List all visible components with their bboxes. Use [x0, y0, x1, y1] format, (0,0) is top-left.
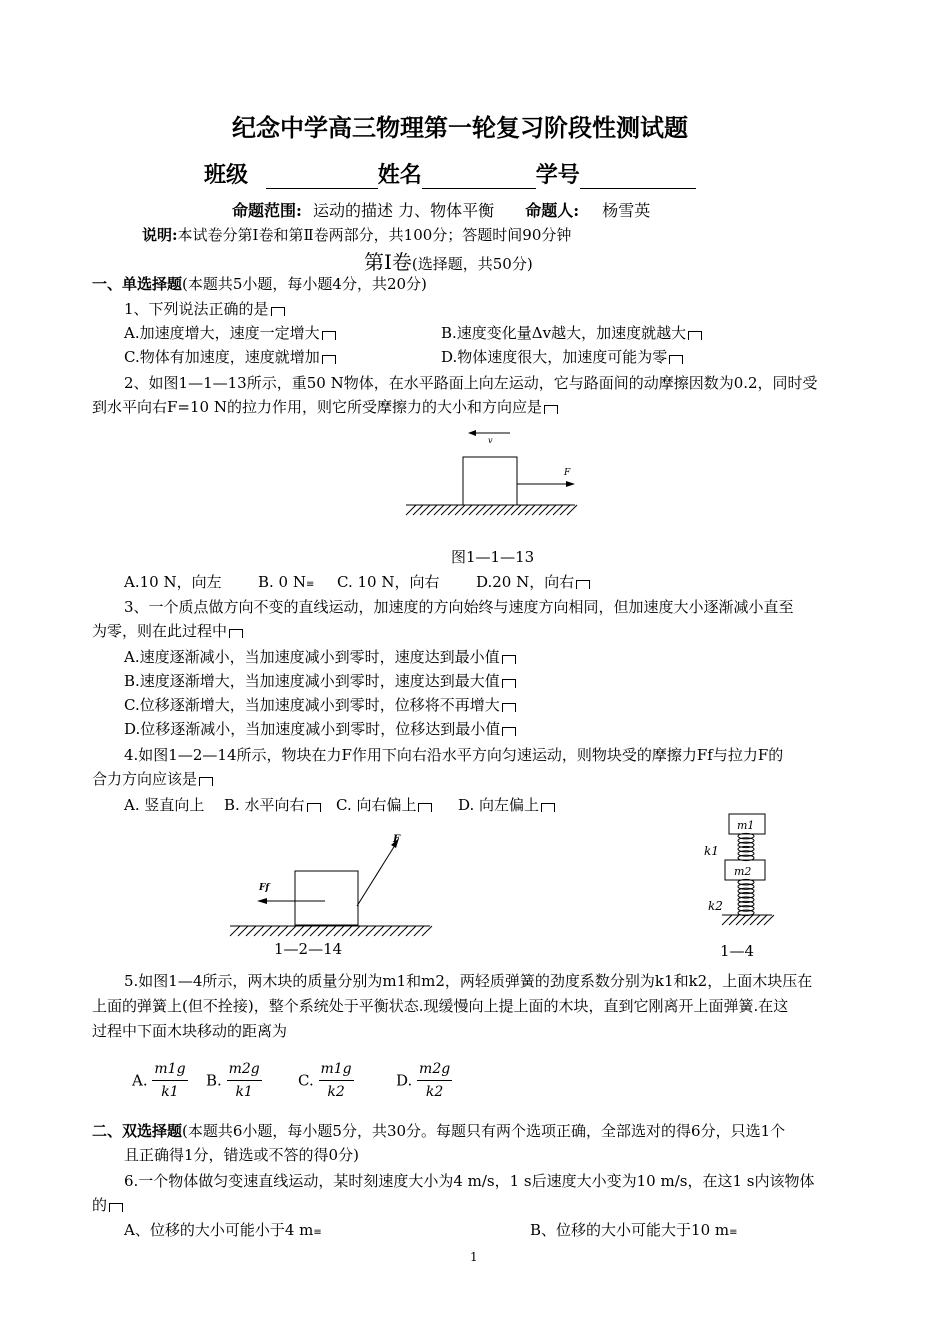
- hatch-stroke: [414, 926, 424, 936]
- hatch-stroke: [254, 926, 264, 936]
- hatch-stroke: [302, 926, 312, 936]
- q5-option-a[interactable]: A. $\frac{m1g}{k1}$: [132, 1058, 188, 1103]
- part1-subtitle: (选择题，共50分): [411, 255, 533, 273]
- q2-line1: 2、如图1—1—13所示，重50 N物体，在水平路面上向左运动，它与路面间的动摩擦因数为0.2，同时受: [124, 374, 818, 392]
- q2-option-a[interactable]: A.10 N，向左: [124, 573, 222, 591]
- q3-option-a[interactable]: A.速度逐渐减小，当加速度减小到零时，速度达到最小值: [124, 646, 516, 668]
- hatch-stroke: [230, 926, 240, 936]
- force-f-label: F: [393, 834, 401, 845]
- note-label: 说明:: [142, 226, 178, 244]
- student-info-line: [204, 158, 696, 189]
- fraction: $\frac{m2g}{k2}$: [417, 1058, 452, 1103]
- m2-label: m2: [734, 865, 752, 878]
- exam-title: 纪念中学高三物理第一轮复习阶段性测试题: [232, 114, 688, 142]
- hatch-stroke: [374, 926, 384, 936]
- ground-hatch-q4: [230, 926, 432, 936]
- q4-fig-caption: 1—2—14: [274, 940, 343, 958]
- q2-option-c[interactable]: C. 10 N，向右: [337, 573, 440, 591]
- section2-heading: [92, 1120, 785, 1142]
- q1-option-d[interactable]: D.物体速度很大，加速度可能为零: [441, 346, 683, 368]
- hatch-stroke: [382, 926, 392, 936]
- q6-line2: 的: [92, 1194, 123, 1216]
- q6-option-b[interactable]: B、位移的大小可能大于10 m≡: [530, 1221, 738, 1239]
- hatch-stroke: [366, 926, 376, 936]
- return-mark-icon: [576, 580, 590, 589]
- ground-hatch: [406, 505, 577, 515]
- hatch-stroke: [358, 926, 368, 936]
- q1-option-b[interactable]: B.速度变化量Δv越大，加速度就越大: [441, 322, 702, 344]
- id-blank[interactable]: [580, 166, 696, 189]
- q2-line2: 到水平向右F=10 N的拉力作用，则它所受摩擦力的大小和方向应是: [92, 396, 558, 418]
- return-mark-icon: [322, 331, 336, 340]
- force-label: F: [564, 468, 571, 478]
- section1-heading: [92, 273, 427, 295]
- return-mark-icon: [688, 331, 702, 340]
- q3-option-d[interactable]: D.位移逐渐减小，当加速度减小到零时，位移达到最小值: [124, 718, 516, 740]
- spring-k2: [738, 879, 754, 915]
- scope-value: 运动的描述 力、物体平衡: [313, 201, 495, 220]
- hatch-stroke: [246, 926, 256, 936]
- return-mark-icon: [199, 777, 213, 786]
- velocity-label: v: [488, 436, 493, 445]
- hatch-stroke: [398, 926, 408, 936]
- m1-label: m1: [737, 819, 755, 832]
- q4-option-d[interactable]: D. 向左偏上: [458, 794, 555, 816]
- return-mark-icon: [271, 307, 285, 316]
- return-mark-icon: [541, 803, 555, 812]
- hatch-stroke: [350, 926, 360, 936]
- return-mark-icon: [544, 405, 558, 414]
- note-line: [142, 224, 571, 246]
- q4-option-b[interactable]: B. 水平向右: [224, 794, 321, 816]
- return-mark-icon: [502, 655, 516, 664]
- hatch-stroke: [238, 926, 248, 936]
- scope-label: 命题范围:: [232, 201, 302, 220]
- author-value: 杨雪英: [602, 201, 651, 220]
- q4-line2: 合力方向应该是: [92, 768, 213, 790]
- name-blank[interactable]: [422, 166, 536, 189]
- hatch-stroke: [342, 926, 352, 936]
- part1-title: 第Ⅰ卷: [364, 250, 412, 274]
- return-mark-icon: [502, 727, 516, 736]
- spring-k1: [738, 833, 754, 860]
- block: [463, 457, 517, 505]
- force-arrowhead-icon: [566, 481, 575, 487]
- section2-title: 二、双选择题: [92, 1122, 183, 1140]
- q3-line2: 为零，则在此过程中: [92, 620, 243, 642]
- q5-option-b[interactable]: B. $\frac{m2g}{k1}$: [206, 1058, 262, 1103]
- fig14-caption: 1—4: [720, 942, 755, 960]
- q2-option-d[interactable]: D.20 N，向右: [476, 571, 590, 593]
- hatch-stroke: [422, 926, 432, 936]
- page-number: 1: [470, 1250, 478, 1264]
- q3-line1: 3、一个质点做方向不变的直线运动，加速度的方向始终与速度方向相同，但加速度大小逐渐减小直至: [124, 598, 794, 616]
- author-label: 命题人:: [525, 201, 580, 220]
- q6-option-a[interactable]: A、位移的大小可能小于4 m≡: [124, 1221, 322, 1239]
- k2-label: k2: [708, 899, 723, 913]
- hatch-stroke: [278, 926, 288, 936]
- return-mark-icon: [109, 1203, 123, 1212]
- q4-option-c[interactable]: C. 向右偏上: [336, 794, 432, 816]
- fraction: $\frac{m1g}{k1}$: [152, 1058, 187, 1103]
- section2-desc1: (本题共6小题，每小题5分，共30分。每题只有两个选项正确，全部选对的得6分，只选1个: [182, 1122, 786, 1140]
- hatch-stroke: [334, 926, 344, 936]
- q1-option-a[interactable]: A.加速度增大，速度一定增大: [124, 322, 336, 344]
- q5-line3: 过程中下面木块移动的距离为: [92, 1022, 288, 1040]
- q4-line1: 4.如图1—2—14所示，物块在力F作用下向右沿水平方向匀速运动，则物块受的摩擦力Ff与拉力F的: [124, 746, 784, 764]
- hatch-stroke: [286, 926, 296, 936]
- friction-label: Ff: [259, 883, 270, 893]
- force-f-arrow: [357, 842, 397, 906]
- q6-line1: 6.一个物体做匀变速直线运动，某时刻速度大小为4 m/s，1 s后速度大小变为10 m/s，在这1 s内该物体: [124, 1172, 815, 1190]
- q5-option-d[interactable]: D. $\frac{m2g}{k2}$: [396, 1058, 452, 1103]
- q4-option-a[interactable]: A. 竖直向上: [124, 796, 205, 814]
- q1-option-c[interactable]: C.物体有加速度，速度就增加: [124, 346, 336, 368]
- figure-1-1-13: [400, 425, 585, 525]
- hatch-stroke: [390, 926, 400, 936]
- hatch-stroke: [326, 926, 336, 936]
- section1-desc: (本题共5小题，每小题4分，共20分): [182, 275, 427, 293]
- return-mark-icon: [322, 355, 336, 364]
- friction-arrowhead-icon: [257, 898, 267, 904]
- base-hatch: [722, 915, 774, 925]
- q5-line2: 上面的弹簧上(但不拴接)，整个系统处于平衡状态.现缓慢向上提上面的木块，直到它刚离开上面弹簧.在这: [92, 997, 789, 1015]
- hatch-stroke: [318, 926, 328, 936]
- velocity-arrowhead-icon: [468, 430, 476, 436]
- note-text: 本试卷分第Ⅰ卷和第Ⅱ卷两部分，共100分；答题时间90分钟: [177, 226, 572, 244]
- hatch-stroke: [270, 926, 280, 936]
- scope-line: [232, 200, 650, 222]
- section2-desc2: 且正确得1分，错选或不答的得0分): [124, 1146, 359, 1164]
- hatch-stroke: [294, 926, 304, 936]
- q2-fig-caption: 图1—1—13: [451, 548, 535, 566]
- fraction: $\frac{m2g}{k1}$: [227, 1058, 262, 1103]
- hatch-stroke: [310, 926, 320, 936]
- return-mark-icon: [669, 355, 683, 364]
- id-label: 学号: [535, 163, 580, 188]
- hatch-stroke: [406, 926, 416, 936]
- return-mark-icon: [502, 703, 516, 712]
- return-mark-icon: [307, 803, 321, 812]
- section1-title: 一、单选择题: [92, 275, 183, 293]
- q1-stem: 1、下列说法正确的是: [124, 298, 285, 320]
- figure-1-2-14: [225, 828, 435, 956]
- q5-line1: 5.如图1—4所示，两木块的质量分别为m1和m2，两轻质弹簧的劲度系数分别为k1和k2，上面木块压在: [124, 972, 813, 990]
- class-label: 班级: [204, 163, 249, 188]
- q3-option-c[interactable]: C.位移逐渐增大，当加速度减小到零时，位移将不再增大: [124, 694, 516, 716]
- return-mark-icon: [418, 803, 432, 812]
- q5-option-c[interactable]: C. $\frac{m1g}{k2}$: [298, 1058, 354, 1103]
- q2-option-b[interactable]: B. 0 N≡: [258, 573, 315, 591]
- name-label: 姓名: [377, 163, 422, 188]
- fraction: $\frac{m1g}{k2}$: [319, 1058, 354, 1103]
- k1-label: k1: [704, 844, 719, 858]
- class-blank[interactable]: [266, 166, 378, 189]
- return-mark-icon: [229, 629, 243, 638]
- block-q4: [295, 871, 358, 925]
- hatch-stroke: [262, 926, 272, 936]
- part1-heading: [364, 246, 533, 275]
- return-mark-icon: [502, 679, 516, 688]
- figure-1-4: [700, 810, 790, 938]
- q3-option-b[interactable]: B.速度逐渐增大，当加速度减小到零时，速度达到最大值: [124, 670, 516, 692]
